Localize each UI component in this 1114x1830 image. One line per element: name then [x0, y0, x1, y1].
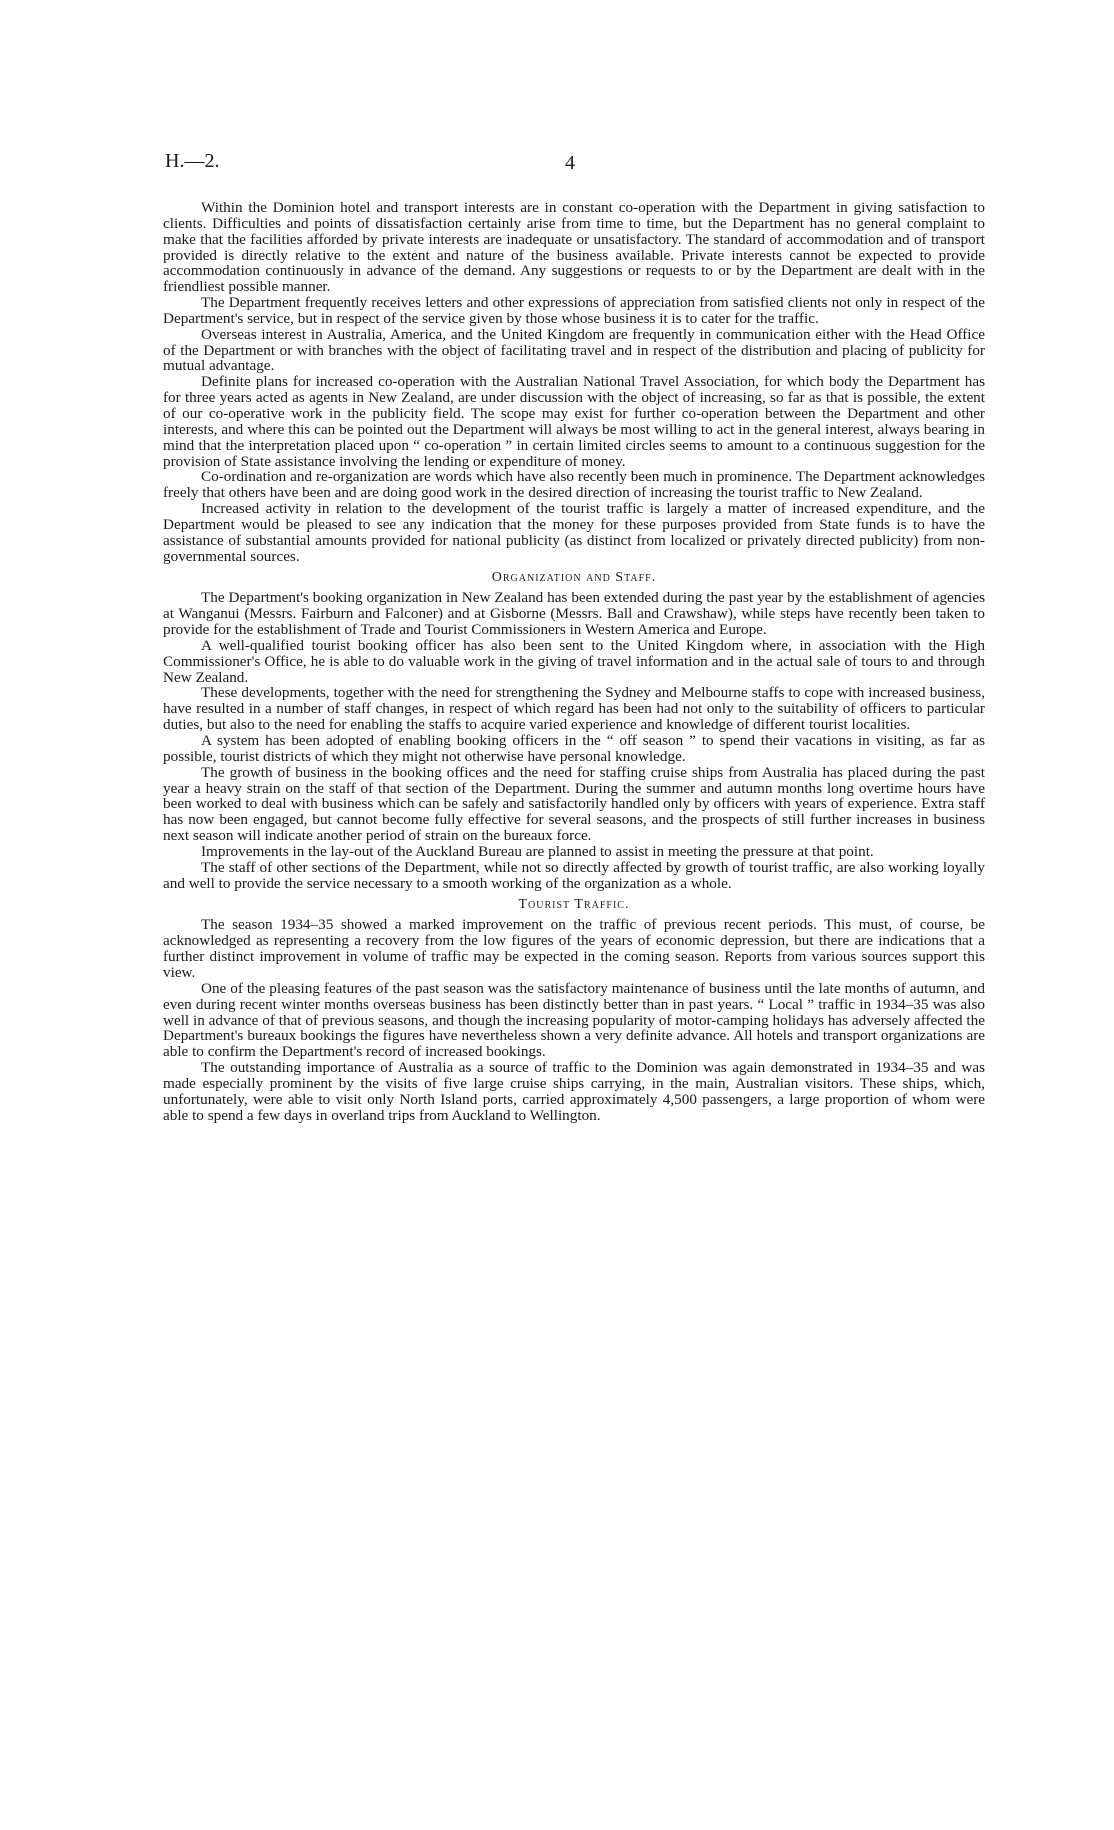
paragraph: Co-ordination and re-organization are words which have also recently been much in prominence. The Department acknowledges freely that others have been and are doing good work in the desired direction of increasing the tourist traffic to New Zealand.: [163, 468, 985, 502]
paragraph: The season 1934–35 showed a marked improvement on the traffic of previous recent periods. This must, of course, be acknowledged as representing a recovery from the low figures of the years of economic depression, but there are indications that a further distinct improvement in volume of traffic may be expected in the coming season. Reports from various sources support this view.: [163, 916, 985, 981]
section-heading-organization: Organization and Staff.: [491, 570, 657, 586]
paragraph: A system has been adopted of enabling booking officers in the “ off season ” to spend their vacations in visiting, as far as possible, tourist districts of which they might not otherwise have personal knowledge.: [163, 732, 985, 765]
section-heading-tourist-traffic: Tourist Traffic.: [518, 897, 630, 913]
paragraph: The Department frequently receives letters and other expressions of appreciation from satisfied clients not only in respect of the Department's service, but in respect of the service given by those whose business it is to cater for the traffic.: [163, 294, 985, 327]
page-header: [165, 150, 985, 180]
paragraph: The outstanding importance of Australia as a source of traffic to the Dominion was again demonstrated in 1934–35 and was made especially prominent by the visits of five large cruise ships carrying, in the main, Australian visitors. These ships, which, unfortunately, were able to visit only North Island ports, carried approximately 4,500 passengers, a large proportion of whom were able to spend a few days in overland trips from Auckland to Wellington.: [163, 1059, 985, 1124]
paragraph: These developments, together with the need for strengthening the Sydney and Melbourne staffs to cope with increased business, have resulted in a number of staff changes, in respect of which regard has been had not only to the suitability of officers to particular duties, but also to the need for enabling the staffs to acquire varied experience and knowledge of different tourist localities.: [163, 684, 985, 734]
paragraph: The Department's booking organization in New Zealand has been extended during the past year by the establishment of agencies at Wanganui (Messrs. Fairburn and Falconer) and at Gisborne (Messrs. Ball and Crawshaw), while steps have recently been taken to provide for the establishment of Trade and Tourist Commissioners in Western America and Europe.: [163, 589, 985, 639]
paragraph: The staff of other sections of the Department, while not so directly affected by growth of tourist traffic, are also working loyally and well to provide the service necessary to a smooth working of the organization as a whole.: [163, 858, 985, 892]
document-reference: H.—2.: [165, 150, 220, 172]
document-body: [163, 200, 985, 1123]
paragraph: Overseas interest in Australia, America, and the United Kingdom are frequently in communication either with the Head Office of the Department or with branches with the object of facilitating travel and in respect of the distribution and placing of publicity for mutual advantage.: [163, 325, 985, 375]
paragraph: The growth of business in the booking offices and the need for staffing cruise ships from Australia has placed during the past year a heavy strain on the staff of that section of the Department. During the summer and autumn months long overtime hours have been worked to deal with business which can be safely and satisfactorily handled only by officers with years of experience. Extra staff has now been engaged, but cannot become fully effective for several seasons, and the prospects of still further increases in business next season will indicate another period of strain on the bureaux force.: [163, 763, 985, 845]
paragraph: Improvements in the lay-out of the Auckland Bureau are planned to assist in meeting the pressure at that point.: [201, 842, 874, 860]
paragraph: Increased activity in relation to the development of the tourist traffic is largely a matter of increased expenditure, and the Department would be pleased to see any indication that the money for these purposes provided from State funds is to have the assistance of substantial amounts provided for national publicity (as distinct from localized or privately directed publicity) from non-governmental sources.: [163, 500, 985, 565]
page-number: 4: [565, 152, 575, 174]
paragraph: Definite plans for increased co-operation with the Australian National Travel Association, for which body the Department has for three years acted as agents in New Zealand, are under discussion with the object of increasing, so far as that is possible, the extent of our co-operative work in the publicity field. The scope may exist for further co-operation between the Department and other interests, and where this can be pointed out the Department will always be most willing to act in the general interest, always bearing in mind that the interpretation placed upon “ co-operation ” in certain limited circles seems to amount to a continuous suggestion for the provision of State assistance involving the lending or expenditure of money.: [163, 373, 985, 470]
paragraph: One of the pleasing features of the past season was the satisfactory maintenance of business until the late months of autumn, and even during recent winter months overseas business has been distinctly better than in past years. “ Local ” traffic in 1934–35 was also well in advance of that of previous seasons, and though the increasing popularity of motor-camping holidays has adversely affected the Department's bureaux bookings the figures have nevertheless shown a very definite advance. All hotels and transport organizations are able to confirm the Department's record of increased bookings.: [163, 979, 985, 1061]
paragraph: Within the Dominion hotel and transport interests are in constant co-operation with the Department in giving satisfaction to clients. Difficulties and points of dissatisfaction certainly arise from time to time, but the Department has no general complaint to make that the facilities afforded by private interests are inadequate or unsatisfactory. The standard of accommodation and of transport provided is directly relative to the extent and nature of the business available. Private interests cannot be expected to provide accommodation continuously in advance of the demand. Any suggestions or requests to or by the Department are dealt with in the friendliest possible manner.: [163, 199, 985, 296]
paragraph: A well-qualified tourist booking officer has also been sent to the United Kingdom where, in association with the High Commissioner's Office, he is able to do valuable work in the giving of travel information and in the actual sale of tours to and through New Zealand.: [163, 636, 985, 686]
